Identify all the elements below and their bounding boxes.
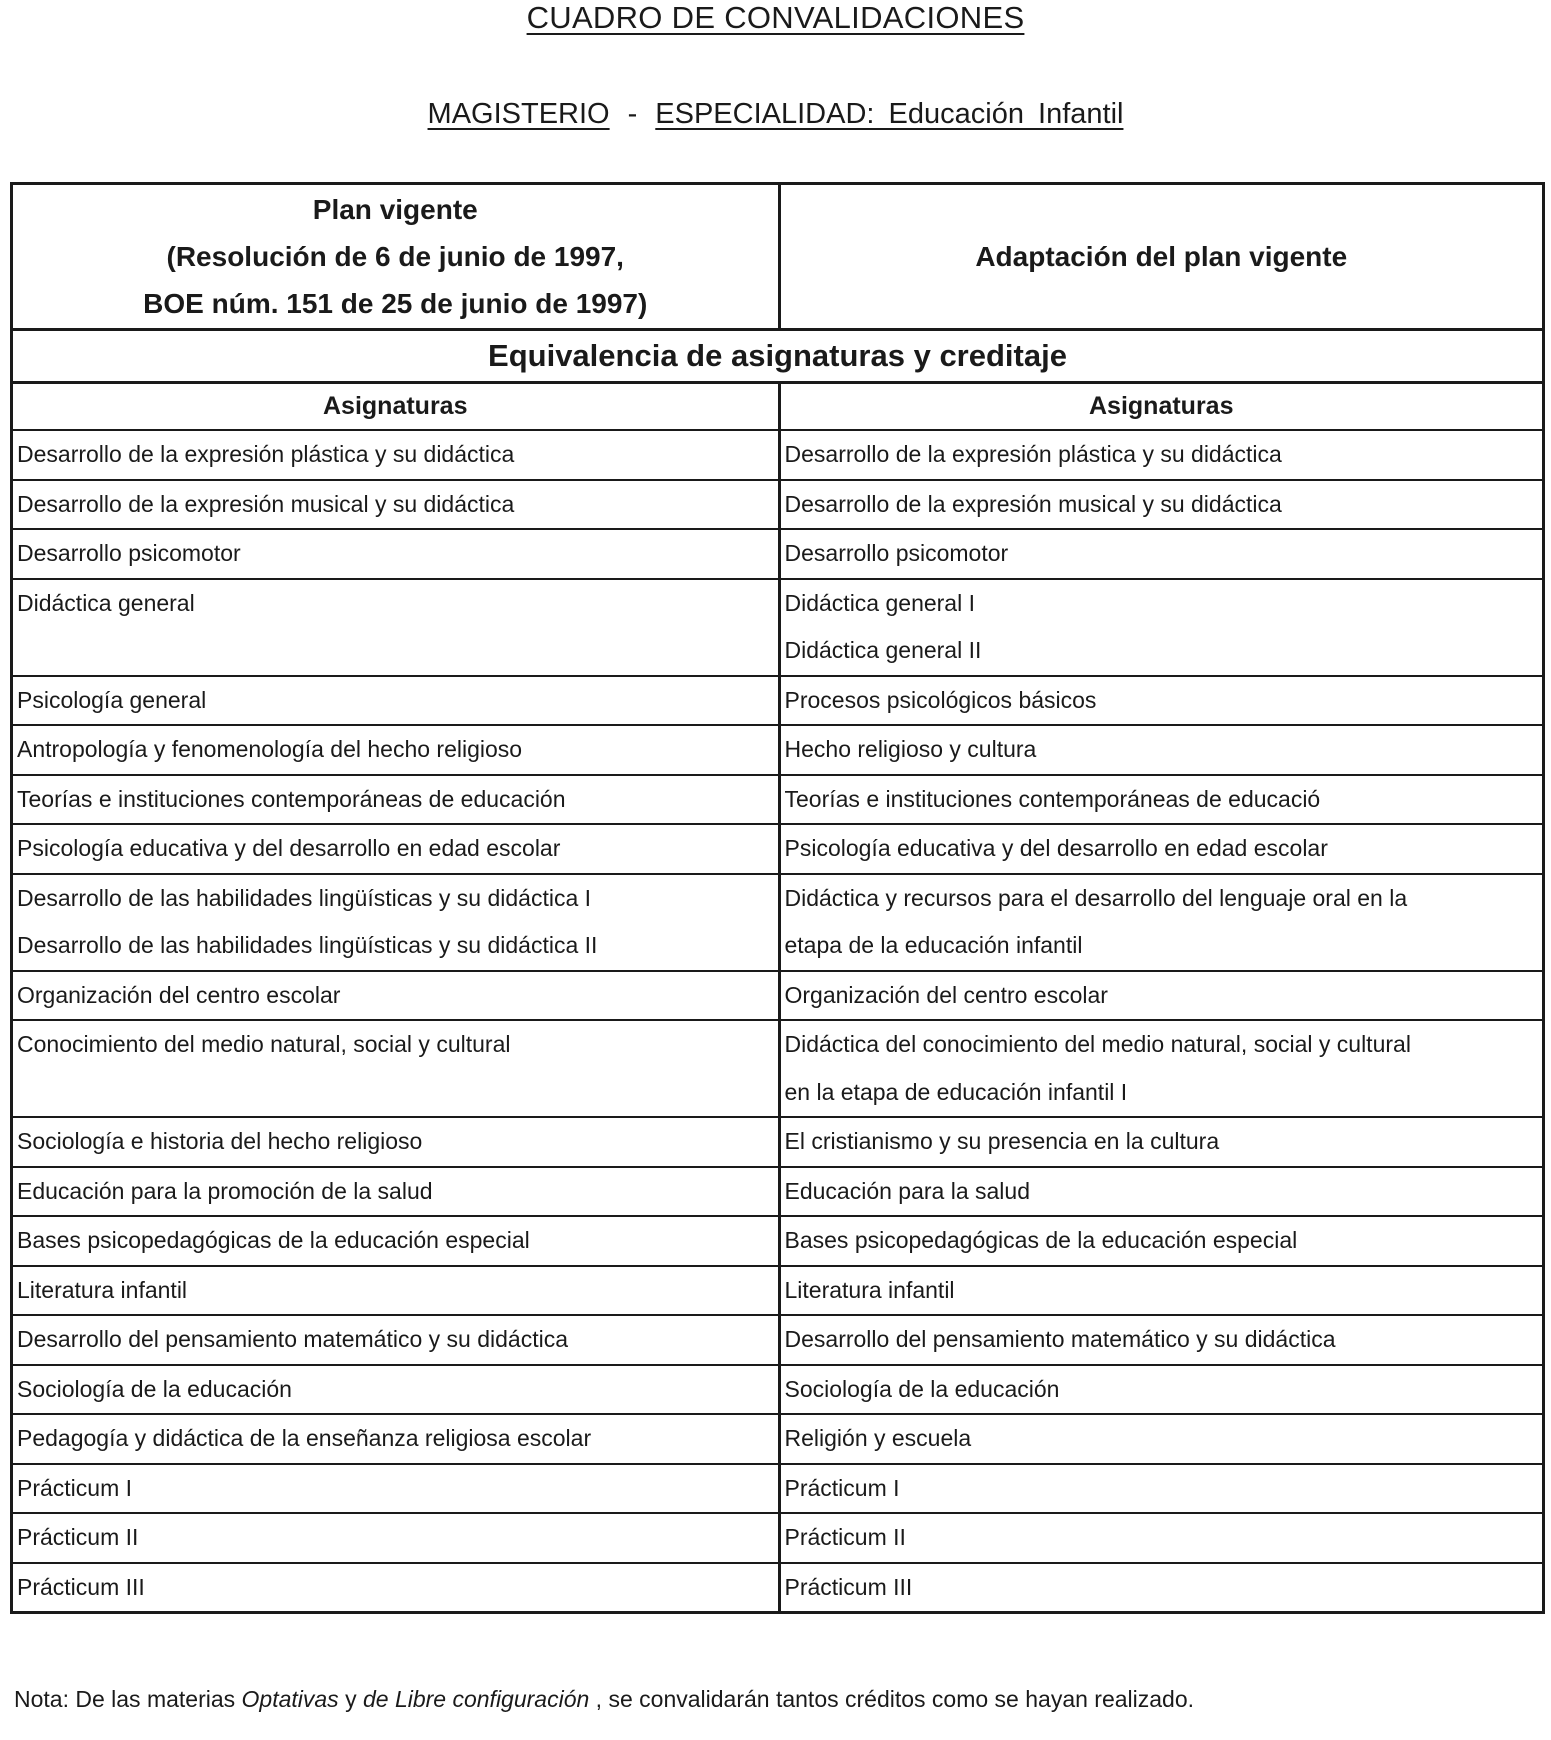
current-plan-boe: BOE núm. 151 de 25 de junio de 1997) [143, 288, 648, 319]
current-subject: Prácticum I [17, 1474, 133, 1501]
current-subject-cell [13, 1414, 779, 1464]
table-row [13, 824, 1542, 874]
current-subject-cell [13, 1464, 779, 1514]
table-row [13, 1020, 1542, 1117]
adapted-subject: etapa de la educación infantil [784, 932, 1083, 958]
adapted-subject: en la etapa de educación infantil I [784, 1078, 1128, 1105]
adapted-subject-cell [779, 1315, 1542, 1365]
table-row [13, 1167, 1542, 1217]
adapted-subject: Desarrollo de la expresión plástica y su didáctica [784, 441, 1282, 467]
adapted-subject-cell [779, 1464, 1542, 1514]
column-header-left: Asignaturas [13, 383, 779, 431]
current-subject-cell [13, 430, 779, 480]
table-header-row [13, 185, 1542, 330]
current-subject: Desarrollo de la expresión musical y su didáctica [17, 490, 515, 517]
table-row [13, 1563, 1542, 1612]
table-row [13, 430, 1542, 480]
current-subject: Psicología general [17, 686, 207, 713]
current-subject-cell [13, 529, 779, 579]
equivalence-title-row [13, 330, 1542, 383]
current-subject-cell [13, 579, 779, 676]
footnote [14, 1686, 1194, 1713]
table-row [13, 1414, 1542, 1464]
table-row [13, 874, 1542, 971]
subtitle-specialty: ESPECIALIDAD: Educación Infantil [655, 98, 1124, 130]
equivalence-table [10, 182, 1545, 1614]
current-subject: Antropología y fenomenología del hecho religioso [17, 736, 523, 762]
adapted-subject: Bases psicopedagógicas de la educación especial [784, 1227, 1298, 1253]
current-subject: Didáctica general [17, 589, 195, 616]
document-title: CUADRO DE CONVALIDACIONES [526, 0, 1025, 35]
current-subject-cell [13, 1365, 779, 1415]
adapted-subject: Desarrollo psicomotor [784, 540, 1009, 566]
current-subject: Desarrollo de la expresión plástica y su didáctica [17, 441, 515, 467]
adapted-subject: Didáctica y recursos para el desarrollo del lenguaje oral en la [784, 884, 1408, 911]
adapted-subject: Desarrollo del pensamiento matemático y su didáctica [784, 1326, 1336, 1352]
adapted-subject-cell [779, 480, 1542, 530]
adapted-subject-cell [779, 1117, 1542, 1167]
document-subtitle [0, 98, 1551, 131]
footnote-optativas: Optativas [241, 1686, 339, 1712]
adapted-subject: Procesos psicológicos básicos [784, 686, 1097, 713]
current-plan-title: Plan vigente [312, 194, 478, 225]
subtitle-separator: - [627, 98, 638, 130]
table-row [13, 1216, 1542, 1266]
column-header-right: Asignaturas [779, 383, 1542, 431]
adapted-subject: Literatura infantil [784, 1276, 955, 1303]
adapted-subject-cell [779, 676, 1542, 726]
current-subject [17, 1069, 778, 1117]
current-subject-cell [13, 1167, 779, 1217]
adapted-subject: Prácticum I [784, 1474, 900, 1501]
table-row [13, 725, 1542, 775]
current-subject-cell [13, 725, 779, 775]
table-row [13, 1117, 1542, 1167]
adapted-subject: Psicología educativa y del desarrollo en edad escolar [784, 835, 1328, 861]
current-subject-cell [13, 1513, 779, 1563]
current-subject: Organización del centro escolar [17, 981, 341, 1008]
adapted-subject: Didáctica del conocimiento del medio natural, social y cultural [784, 1031, 1411, 1057]
table-row [13, 579, 1542, 676]
table-row [13, 1365, 1542, 1415]
adapted-plan-header: Adaptación del plan vigente [779, 185, 1542, 330]
adapted-subject-cell [779, 579, 1542, 676]
adapted-subject-cell [779, 1563, 1542, 1612]
adapted-subject-cell [779, 529, 1542, 579]
footnote-middle: y [338, 1686, 363, 1712]
current-subject: Educación para la promoción de la salud [17, 1177, 433, 1204]
table-row [13, 775, 1542, 825]
current-subject: Prácticum III [17, 1573, 145, 1600]
adapted-subject-cell [779, 874, 1542, 971]
adapted-subject-cell [779, 1020, 1542, 1117]
adapted-subject: Educación para la salud [784, 1177, 1030, 1204]
adapted-subject: Didáctica general I [784, 589, 975, 616]
current-subject: Sociología de la educación [17, 1375, 292, 1402]
adapted-subject: Prácticum II [784, 1524, 906, 1550]
footnote-libre: de Libre configuración [362, 1686, 590, 1712]
current-subject: Desarrollo del pensamiento matemático y su didáctica [17, 1326, 568, 1352]
adapted-subject-cell [779, 1365, 1542, 1415]
adapted-subject: Desarrollo de la expresión musical y su didáctica [784, 490, 1282, 517]
adapted-subject: Teorías e instituciones contemporáneas de educació [784, 785, 1321, 812]
current-subject-cell [13, 824, 779, 874]
adapted-subject: Prácticum III [784, 1573, 913, 1600]
current-subject: Pedagogía y didáctica de la enseñanza religiosa escolar [17, 1425, 592, 1451]
table-row [13, 480, 1542, 530]
current-subject: Sociología e historia del hecho religioso [17, 1128, 423, 1154]
table-row [13, 529, 1542, 579]
current-subject-cell [13, 874, 779, 971]
adapted-subject-cell [779, 1167, 1542, 1217]
table-row [13, 1315, 1542, 1365]
current-subject: Literatura infantil [17, 1276, 188, 1303]
current-subject: Psicología educativa y del desarrollo en edad escolar [17, 835, 561, 861]
current-subject-cell [13, 480, 779, 530]
adapted-subject: Didáctica general II [784, 637, 982, 663]
adapted-subject: Hecho religioso y cultura [784, 736, 1037, 762]
current-subject-cell [13, 1563, 779, 1612]
adapted-subject-cell [779, 725, 1542, 775]
equivalence-title: Equivalencia de asignaturas y creditaje [13, 330, 1542, 383]
footnote-suffix: , se convalidarán tantos créditos como se hayan realizado. [589, 1686, 1195, 1712]
table-row [13, 1464, 1542, 1514]
current-subject: Desarrollo de las habilidades lingüísticas y su didáctica I [17, 884, 592, 911]
adapted-subject-cell [779, 971, 1542, 1021]
adapted-subject-cell [779, 430, 1542, 480]
current-subject-cell [13, 971, 779, 1021]
current-subject-cell [13, 1266, 779, 1316]
current-subject-cell [13, 775, 779, 825]
current-subject: Bases psicopedagógicas de la educación especial [17, 1227, 530, 1253]
adapted-subject-cell [779, 775, 1542, 825]
current-subject: Teorías e instituciones contemporáneas de educación [17, 785, 566, 812]
adapted-subject-cell [779, 1414, 1542, 1464]
current-subject: Desarrollo de las habilidades lingüísticas y su didáctica II [17, 932, 598, 958]
current-subject: Desarrollo psicomotor [17, 540, 241, 566]
column-header-row [13, 383, 1542, 431]
current-plan-resolution: (Resolución de 6 de junio de 1997, [166, 241, 624, 272]
adapted-subject-cell [779, 824, 1542, 874]
current-subject: Conocimiento del medio natural, social y cultural [17, 1031, 511, 1057]
adapted-subject-cell [779, 1266, 1542, 1316]
adapted-subject: Organización del centro escolar [784, 981, 1108, 1008]
adapted-subject-cell [779, 1216, 1542, 1266]
current-subject-cell [13, 1020, 779, 1117]
adapted-subject-cell [779, 1513, 1542, 1563]
adapted-subject: Sociología de la educación [784, 1375, 1060, 1402]
table-row [13, 971, 1542, 1021]
table-row [13, 1266, 1542, 1316]
current-plan-header [13, 185, 779, 330]
table-row [13, 676, 1542, 726]
current-subject-cell [13, 676, 779, 726]
current-subject-cell [13, 1216, 779, 1266]
adapted-subject: Religión y escuela [784, 1425, 972, 1451]
current-subject [17, 627, 778, 675]
current-subject-cell [13, 1315, 779, 1365]
current-subject: Prácticum II [17, 1524, 139, 1550]
footnote-prefix: Nota: De las materias [14, 1686, 242, 1712]
adapted-subject: El cristianismo y su presencia en la cultura [784, 1128, 1220, 1154]
subtitle-degree: MAGISTERIO [427, 98, 610, 130]
current-subject-cell [13, 1117, 779, 1167]
table-row [13, 1513, 1542, 1563]
